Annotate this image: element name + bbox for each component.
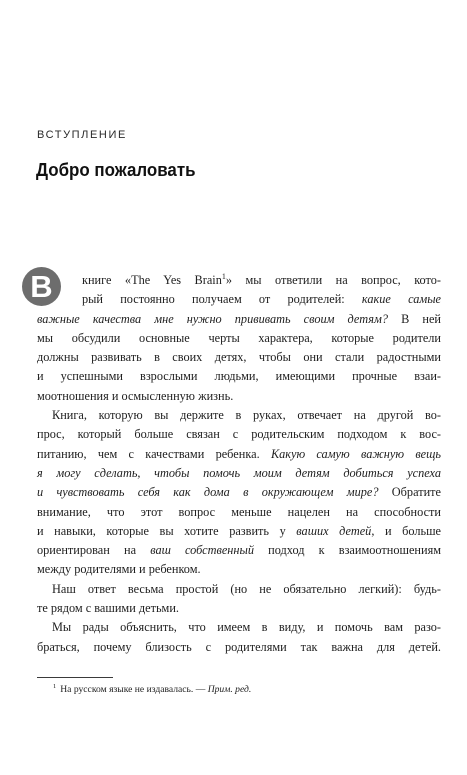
text-fragment: ориентирован на	[37, 543, 151, 558]
emphasis-text: какие самые	[361, 292, 442, 307]
paragraph-2-line-2: прос, который больше связан с родительским подходом к вос-	[37, 427, 441, 442]
paragraph-1-line-6: и успешными взрослыми людьми, имеющими прочные взаи-	[37, 369, 441, 384]
footnote-divider	[37, 677, 113, 678]
text-fragment: подход к взаимоотношениям	[254, 543, 442, 558]
emphasis-text: важные качества мне нужно прививать своим детям?	[37, 311, 388, 326]
footnote-editor-note: Прим. ред.	[207, 684, 252, 695]
footnote-number: 1	[53, 682, 57, 690]
emphasis-text: я могу сделать, чтобы помочь моим детям добиться успеха	[37, 465, 441, 480]
paragraph-2-line-8	[37, 541, 441, 560]
paragraph-2-line-1: Книга, которую вы держите в руках, отвечает на другой во-	[52, 408, 441, 423]
text-fragment: В ней	[387, 311, 441, 326]
paragraph-1-line-5: должны развивать в своих детях, чтобы они стали радостными	[37, 350, 441, 365]
text-fragment: и навыки, которые вы хотите развить у	[37, 523, 297, 538]
emphasis-text: ваших детей	[296, 523, 372, 538]
paragraph-1-line-7: моотношения и осмысленную жизнь.	[37, 388, 234, 403]
paragraph-2-line-6: внимание, что этот вопрос меньше нацелен на способности	[37, 504, 441, 519]
emphasis-text: и чувствовать себя как дома в окружающем мире?	[37, 485, 379, 500]
paragraph-2-line-9: между родителями и ребенком.	[37, 562, 201, 577]
paragraph-2-line-7	[37, 522, 441, 541]
body-text	[37, 271, 441, 657]
paragraph-3-line-2: те рядом с вашими детьми.	[37, 601, 179, 616]
paragraph-2-line-4	[37, 464, 441, 483]
section-label: ВСТУПЛЕНИЕ	[37, 129, 127, 141]
drop-cap-letter: В	[22, 267, 61, 306]
paragraph-4-line-2: браться, почему близость с родителями так важна для детей.	[37, 639, 441, 654]
footnote	[53, 684, 251, 695]
emphasis-text: ваш собственный	[150, 543, 254, 558]
paragraph-2-line-3	[37, 445, 441, 464]
text-fragment: » мы ответили на вопрос, кото-	[225, 273, 441, 287]
paragraph-2-line-5	[37, 483, 441, 502]
paragraph-4-line-1: Мы рады объяснить, что имеем в виду, и помочь вам разо-	[52, 620, 441, 635]
text-fragment: , и больше	[371, 523, 441, 538]
text-fragment: Обратите	[378, 485, 441, 500]
paragraph-1-line-1	[37, 271, 441, 290]
emphasis-text: Какую самую важную вещь	[270, 446, 441, 461]
paragraph-3-line-1: Наш ответ весьма простой (но не обязательно легкий): будь-	[52, 581, 441, 596]
paragraph-1-line-3	[37, 310, 441, 329]
footnote-text: На русском языке не издавалась. —	[60, 684, 208, 695]
footnote-ref: 1	[221, 271, 226, 281]
paragraph-1-line-2	[37, 290, 441, 309]
text-fragment: питанию, чем с качествами ребенка.	[37, 446, 271, 461]
text-fragment: рый постоянно получаем от родителей:	[82, 292, 362, 307]
text-fragment: книге «The Yes Brain	[82, 273, 222, 287]
paragraph-1-line-4: мы обсудили основные черты характера, которые родители	[37, 330, 441, 345]
chapter-title: Добро пожаловать	[36, 160, 196, 180]
